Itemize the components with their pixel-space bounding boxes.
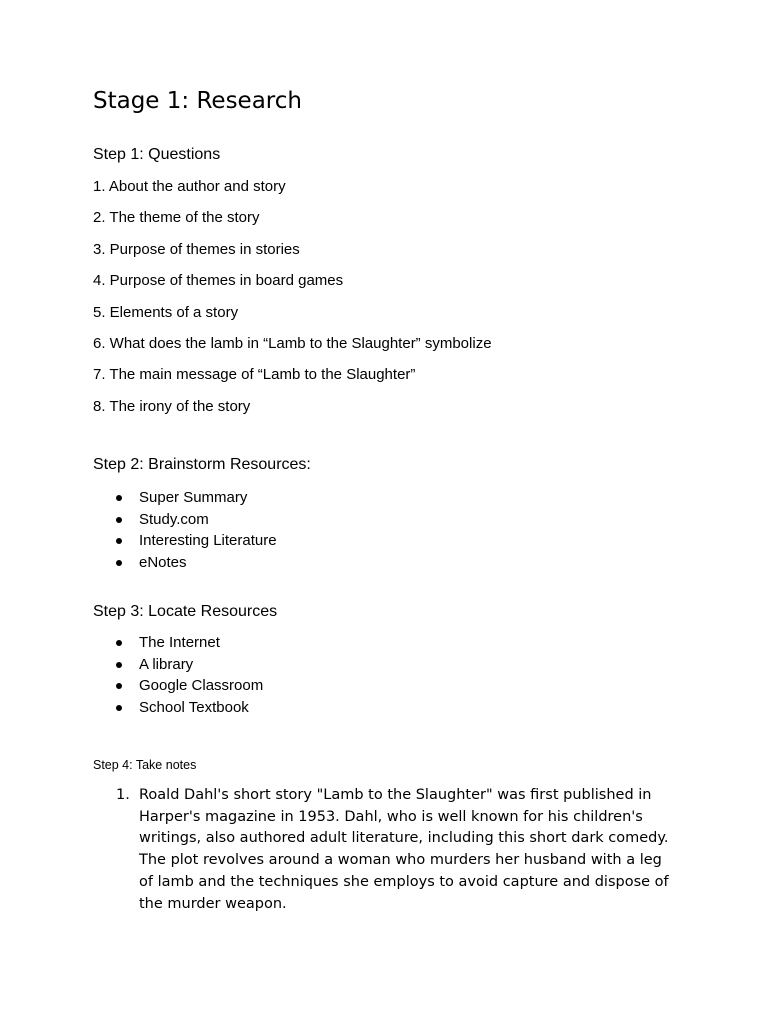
bullet-icon [116,495,122,501]
list-item-text: Google Classroom [139,677,264,695]
questions-list [93,177,492,428]
question-item: 4. Purpose of themes in board games [93,272,344,290]
step2-heading: Step 2: Brainstorm Resources: [93,456,311,473]
bullet-icon [116,560,122,566]
bullet-icon [116,662,122,668]
note-number: 1. [116,787,130,803]
bullet-icon [116,517,122,523]
step3-heading: Step 3: Locate Resources [93,603,278,620]
bullet-icon [116,640,122,646]
list-item-text: eNotes [139,554,187,572]
list-item-text: A library [139,655,194,673]
question-item: 7. The main message of “Lamb to the Slaughter” [93,366,416,384]
list-item-text: School Textbook [139,699,249,717]
step1-heading: Step 1: Questions [93,146,221,163]
bullet-icon [116,683,122,689]
page-title: Stage 1: Research [93,88,302,114]
question-item: 2. The theme of the story [93,209,260,227]
list-item-text: Super Summary [139,489,248,506]
note-text: Roald Dahl's short story "Lamb to the Slaughter" was first published in Harper's magazine in 1953. Dahl, who is well known for his children's writings, also authored adult literature, including this short dark comedy. The plot revolves around a woman who murders her husband with a leg of lamb and the techniques she employs to avoid capture and dispose of the murder weapon. [139,787,669,912]
step4-heading: Step 4: Take notes [93,758,197,772]
question-item: 1. About the author and story [93,178,286,195]
list-item-text: The Internet [139,634,220,651]
list-item-text: Interesting Literature [139,532,277,550]
question-item: 5. Elements of a story [93,303,239,321]
bullet-icon [116,705,122,711]
note-item [93,785,673,915]
question-item: 3. Purpose of themes in stories [93,240,300,258]
question-item: 8. The irony of the story [93,397,251,415]
bullet-icon [116,538,122,544]
question-item: 6. What does the lamb in “Lamb to the Slaughter” symbolize [93,334,492,352]
list-item-text: Study.com [139,510,209,528]
notes-list [93,785,673,915]
